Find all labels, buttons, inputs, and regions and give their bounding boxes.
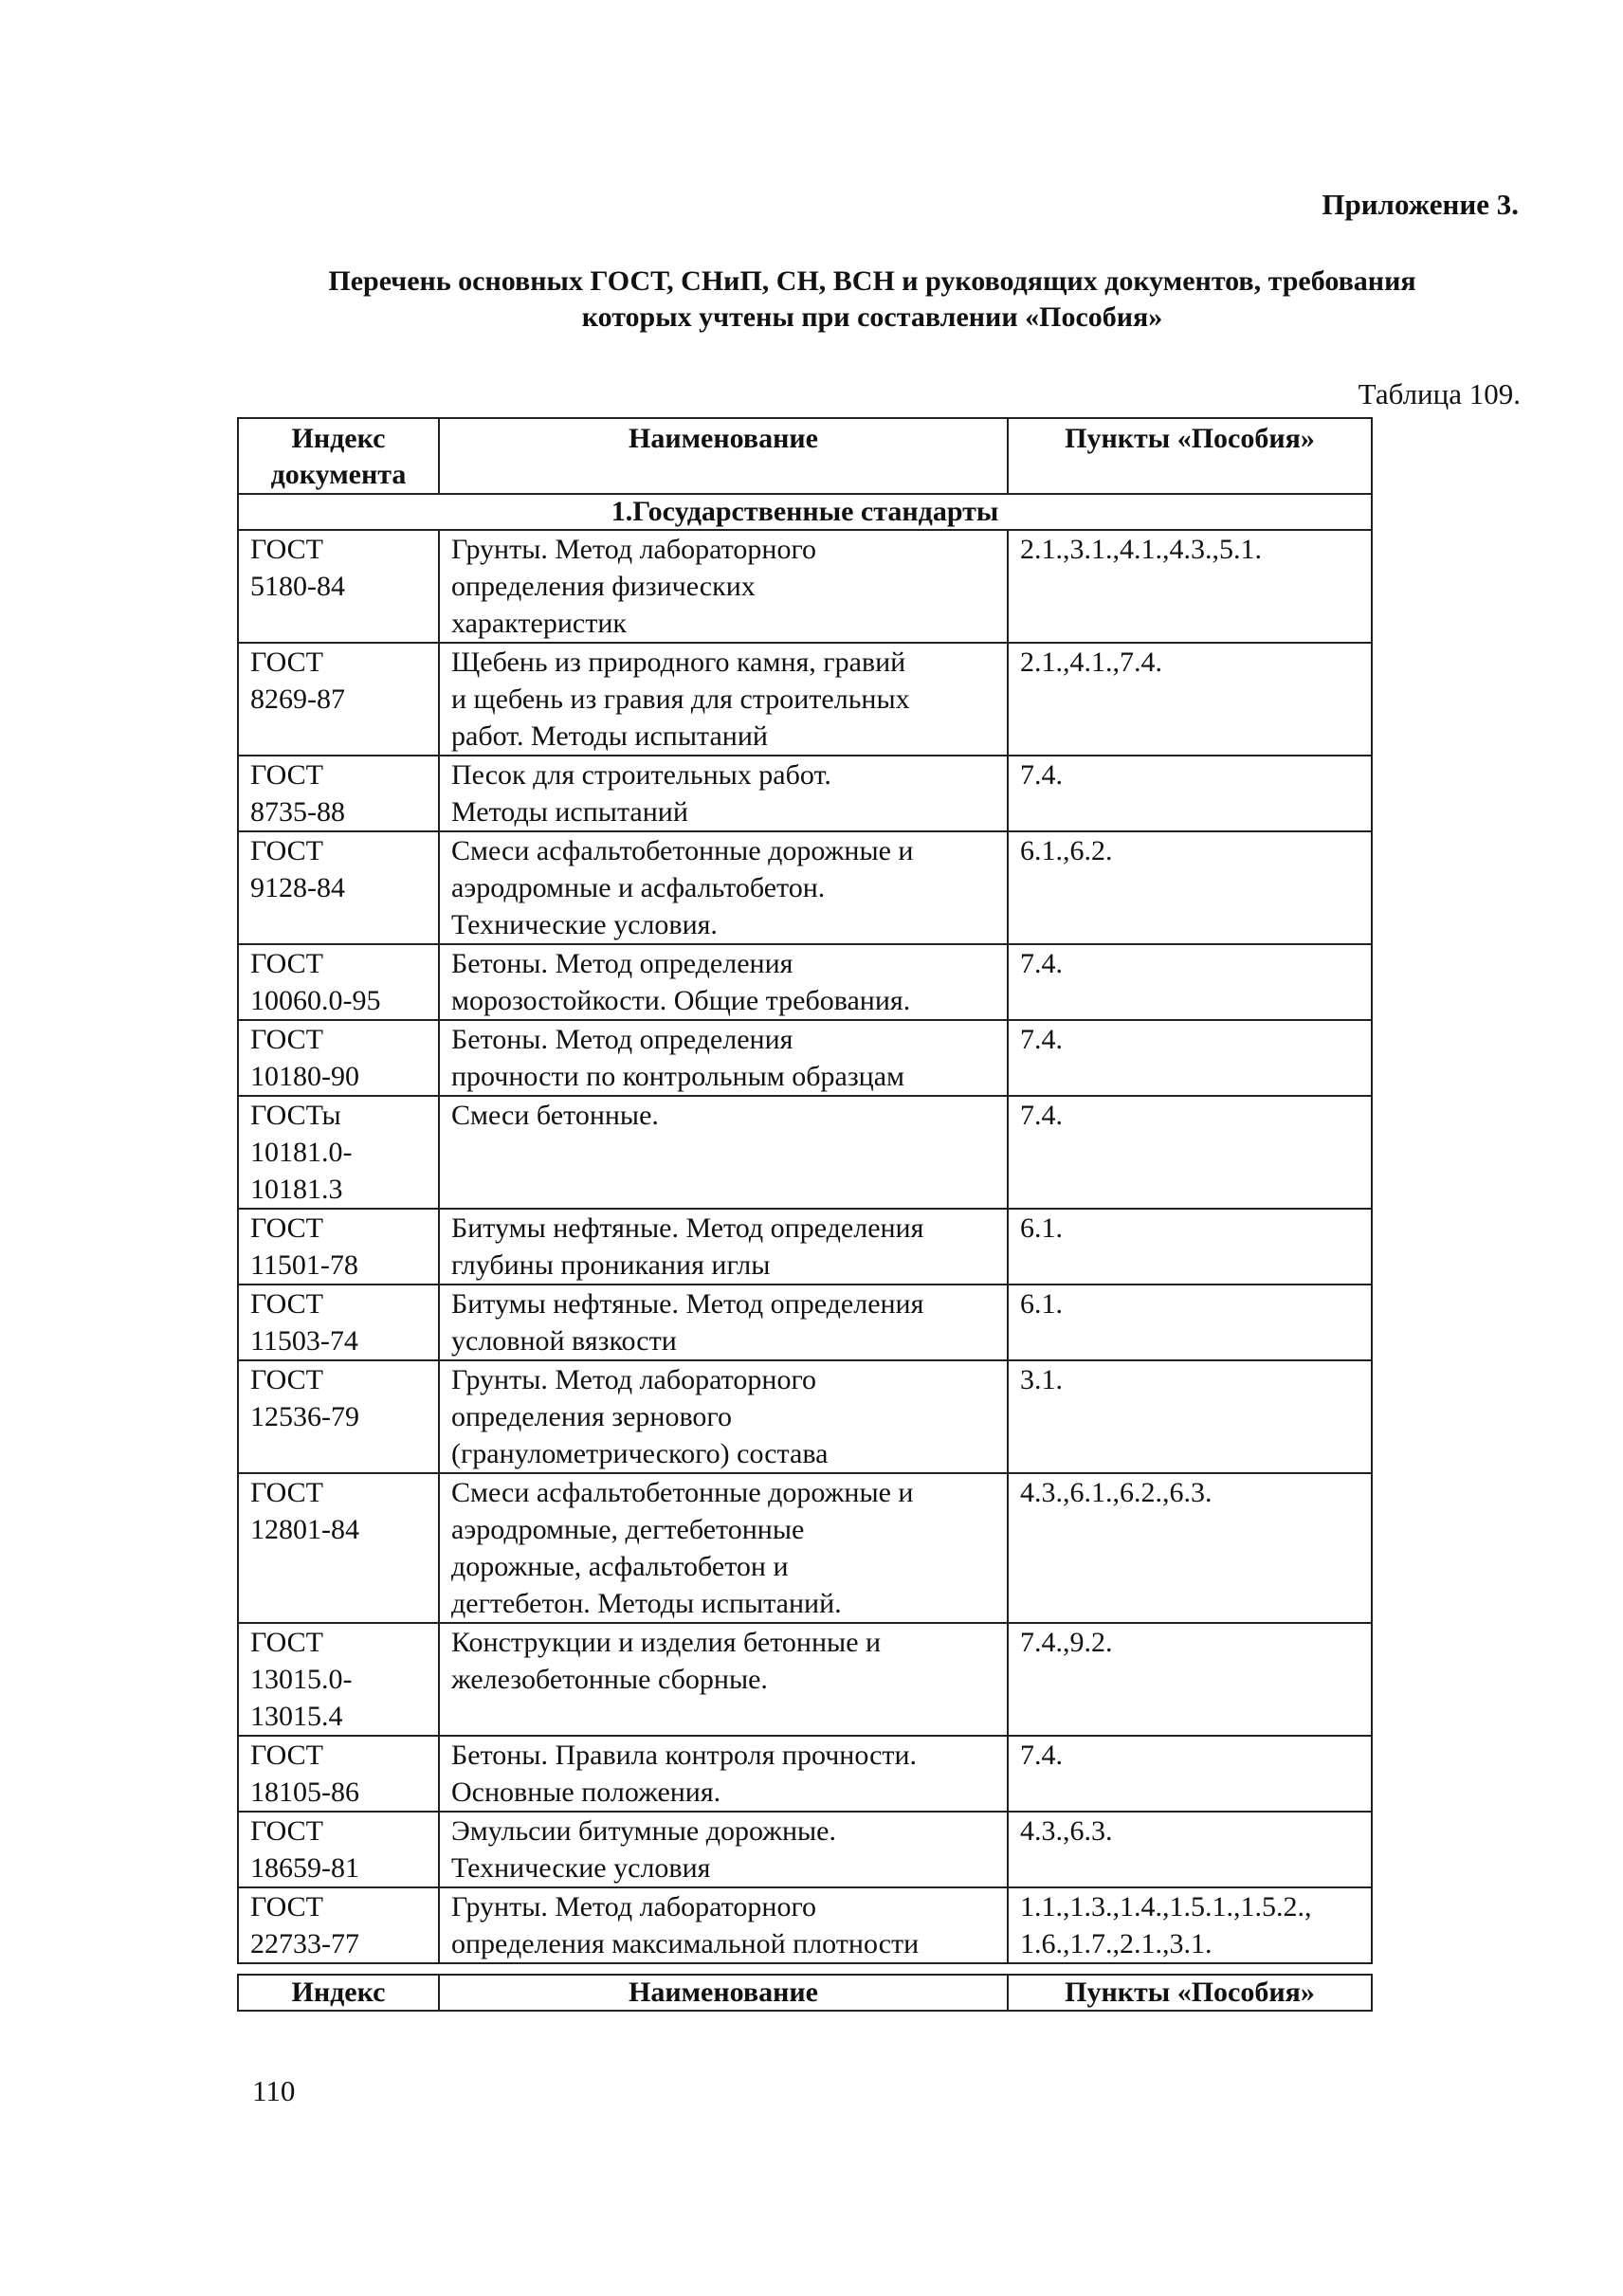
document-name-cell-line: определения зернового [451,1401,732,1432]
manual-points-cell [1008,643,1372,756]
document-name-cell-line: определения максимальной плотности [451,1928,920,1959]
manual-points-cell-line: 7.4. [1020,1740,1063,1771]
manual-points-cell-line: 7.4. [1020,948,1063,979]
document-index-cell-line: ГОСТ [250,1024,323,1055]
document-index-cell-line: 13015.0- [250,1664,353,1695]
column-header-index-line-2: документа [270,459,407,490]
manual-points-cell-line: 3.1. [1020,1364,1063,1395]
document-name-cell [439,1473,1008,1623]
document-name-cell-line: (гранулометрического) состава [451,1438,829,1469]
document-name-cell-line: Бетоны. Правила контроля прочности. [451,1740,918,1771]
document-index-cell [238,530,439,643]
manual-points-cell-line: 2.1.,4.1.,7.4. [1020,647,1162,678]
document-index-cell-line: ГОСТ [250,948,323,979]
table-row [238,1623,1372,1736]
manual-points-cell-line: 7.4. [1020,759,1063,791]
document-index-cell-line: 10181.0- [250,1137,353,1168]
document-name-cell [439,944,1008,1020]
manual-points-cell [1008,1473,1372,1623]
document-name-cell-line: Технические условия [451,1852,711,1884]
column-header-points: Пункты «Пособия» [1008,418,1372,494]
manual-points-cell [1008,1812,1372,1887]
document-name-cell-line: Конструкции и изделия бетонные и [451,1627,882,1658]
manual-points-cell [1008,831,1372,944]
table-row [238,1285,1372,1360]
document-name-cell-line: Смеси асфальтобетонные дорожные и [451,835,914,866]
document-name-cell-line: Технические условия. [451,909,718,940]
document-index-cell-line: 12536-79 [250,1401,359,1432]
column-header-index-line-1: Индекс [291,423,386,454]
document-name-cell-line: Смеси бетонные. [451,1100,659,1131]
table-row [238,1736,1372,1812]
appendix-label: Приложение 3. [1322,188,1519,221]
table-row [238,1812,1372,1887]
document-name-cell-line: Эмульсии битумные дорожные. [451,1815,836,1847]
document-title-line-2: которых учтены при составлении «Пособия» [581,301,1163,333]
manual-points-cell-line: 1.1.,1.3.,1.4.,1.5.1.,1.5.2., [1020,1891,1312,1922]
continuation-table-header [237,1974,1373,2012]
document-name-cell [439,831,1008,944]
document-index-cell [238,1812,439,1887]
document-title [237,264,1507,336]
document-index-cell-line: ГОСТы [250,1100,341,1131]
document-index-cell-line: 22733-77 [250,1928,359,1959]
document-index-cell-line: ГОСТ [250,835,323,866]
manual-points-cell [1008,756,1372,831]
standards-table [237,417,1373,1964]
document-name-cell-line: Щебень из природного камня, гравий [451,647,906,678]
continuation-header-row [238,1975,1372,2011]
manual-points-cell-line: 2.1.,3.1.,4.1.,4.3.,5.1. [1020,534,1262,565]
document-index-cell-line: ГОСТ [250,1212,323,1244]
document-name-cell-line: прочности по контрольным образцам [451,1061,905,1092]
document-index-cell-line: 5180-84 [250,571,345,602]
document-name-cell [439,1020,1008,1096]
document-index-cell-line: 13015.4 [250,1701,343,1732]
table-row [238,530,1372,643]
document-name-cell [439,1812,1008,1887]
document-name-cell [439,1887,1008,1963]
document-name-cell-line: Грунты. Метод лабораторного [451,534,817,565]
manual-points-cell [1008,1360,1372,1473]
document-name-cell-line: характеристик [451,608,627,639]
table-row [238,1887,1372,1963]
document-name-cell [439,1285,1008,1360]
manual-points-cell-line: 7.4. [1020,1024,1063,1055]
document-index-cell-line: 18659-81 [250,1852,359,1884]
document-index-cell-line: 12801-84 [250,1514,359,1545]
table-row [238,1209,1372,1285]
document-name-cell-line: и щебень из гравия для строительных [451,683,910,715]
document-index-cell-line: ГОСТ [250,759,323,791]
document-index-cell [238,1209,439,1285]
document-name-cell-line: Песок для строительных работ. [451,759,831,791]
page-number: 110 [252,2074,296,2107]
table-number-label: Таблица 109. [1358,377,1521,410]
document-index-cell [238,1473,439,1623]
document-name-cell [439,643,1008,756]
manual-points-cell [1008,1887,1372,1963]
table-row [238,1020,1372,1096]
document-name-cell [439,530,1008,643]
document-index-cell-line: ГОСТ [250,1477,323,1508]
table-row [238,831,1372,944]
document-name-cell-line: Грунты. Метод лабораторного [451,1364,817,1395]
manual-points-cell-line: 4.3.,6.1.,6.2.,6.3. [1020,1477,1213,1508]
continuation-column-name: Наименование [439,1975,1008,2011]
document-index-cell [238,1623,439,1736]
document-index-cell-line: ГОСТ [250,534,323,565]
manual-points-cell [1008,1285,1372,1360]
document-index-cell [238,831,439,944]
document-index-cell [238,1736,439,1812]
document-name-cell-line: глубины проникания иглы [451,1249,771,1281]
document-index-cell-line: ГОСТ [250,1627,323,1658]
document-name-cell-line: морозостойкости. Общие требования. [451,985,911,1016]
manual-points-cell [1008,1096,1372,1209]
manual-points-cell [1008,944,1372,1020]
manual-points-cell [1008,1020,1372,1096]
document-name-cell-line: Бетоны. Метод определения [451,1024,793,1055]
manual-points-cell [1008,1736,1372,1812]
document-name-cell-line: дегтебетон. Методы испытаний. [451,1588,842,1619]
table-row [238,1473,1372,1623]
document-name-cell [439,1736,1008,1812]
document-index-cell [238,1887,439,1963]
section-row [238,494,1372,530]
document-index-cell [238,643,439,756]
document-index-cell-line: ГОСТ [250,647,323,678]
column-header-index [238,418,439,494]
document-name-cell-line: условной вязкости [451,1325,677,1357]
document-index-cell-line: 8735-88 [250,796,345,828]
section-title: 1.Государственные стандарты [238,494,1372,530]
document-name-cell-line: Основные положения. [451,1777,721,1808]
document-name-cell-line: дорожные, асфальтобетон и [451,1551,789,1582]
manual-points-cell [1008,530,1372,643]
column-header-name: Наименование [439,418,1008,494]
document-name-cell-line: Грунты. Метод лабораторного [451,1891,817,1922]
document-index-cell-line: ГОСТ [250,1288,323,1320]
document-name-cell-line: Бетоны. Метод определения [451,948,793,979]
document-index-cell-line: 10180-90 [250,1061,359,1092]
document-name-cell [439,756,1008,831]
document-title-line-1: Перечень основных ГОСТ, СНиП, СН, ВСН и руководящих документов, требования [328,265,1416,297]
document-index-cell [238,1285,439,1360]
document-name-cell-line: железобетонные сборные. [451,1664,768,1695]
document-name-cell [439,1096,1008,1209]
manual-points-cell-line: 7.4. [1020,1100,1063,1131]
manual-points-cell-line: 6.1.,6.2. [1020,835,1113,866]
document-name-cell-line: Смеси асфальтобетонные дорожные и [451,1477,914,1508]
document-index-cell-line: ГОСТ [250,1364,323,1395]
document-name-cell-line: Битумы нефтяные. Метод определения [451,1212,924,1244]
table-row [238,1360,1372,1473]
document-name-cell-line: аэродромные и асфальтобетон. [451,872,826,903]
manual-points-cell-line: 6.1. [1020,1288,1063,1320]
document-index-cell-line: ГОСТ [250,1891,323,1922]
continuation-column-index: Индекс [238,1975,439,2011]
table-header-row [238,418,1372,494]
document-index-cell-line: 10060.0-95 [250,985,381,1016]
document-name-cell-line: определения физических [451,571,756,602]
document-index-cell-line: 8269-87 [250,683,345,715]
document-index-cell-line: 11503-74 [250,1325,358,1357]
document-index-cell-line: 18105-86 [250,1777,359,1808]
document-index-cell-line: ГОСТ [250,1740,323,1771]
document-index-cell [238,1360,439,1473]
manual-points-cell [1008,1209,1372,1285]
document-name-cell [439,1623,1008,1736]
document-name-cell-line: работ. Методы испытаний [451,720,768,752]
table-row [238,1096,1372,1209]
document-name-cell [439,1360,1008,1473]
document-index-cell [238,1020,439,1096]
manual-points-cell-line: 7.4.,9.2. [1020,1627,1113,1658]
document-index-cell-line: 10181.3 [250,1174,343,1205]
table-row [238,756,1372,831]
manual-points-cell [1008,1623,1372,1736]
document-name-cell-line: Битумы нефтяные. Метод определения [451,1288,924,1320]
document-name-cell-line: аэродромные, дегтебетонные [451,1514,805,1545]
continuation-column-points: Пункты «Пособия» [1008,1975,1372,2011]
document-name-cell-line: Методы испытаний [451,796,688,828]
table-row [238,643,1372,756]
document-index-cell-line: ГОСТ [250,1815,323,1847]
manual-points-cell-line: 1.6.,1.7.,2.1.,3.1. [1020,1928,1213,1959]
table-row [238,944,1372,1020]
document-index-cell-line: 11501-78 [250,1249,358,1281]
manual-points-cell-line: 6.1. [1020,1212,1063,1244]
document-index-cell [238,1096,439,1209]
document-index-cell-line: 9128-84 [250,872,345,903]
document-name-cell [439,1209,1008,1285]
manual-points-cell-line: 4.3.,6.3. [1020,1815,1113,1847]
document-index-cell [238,944,439,1020]
document-index-cell [238,756,439,831]
